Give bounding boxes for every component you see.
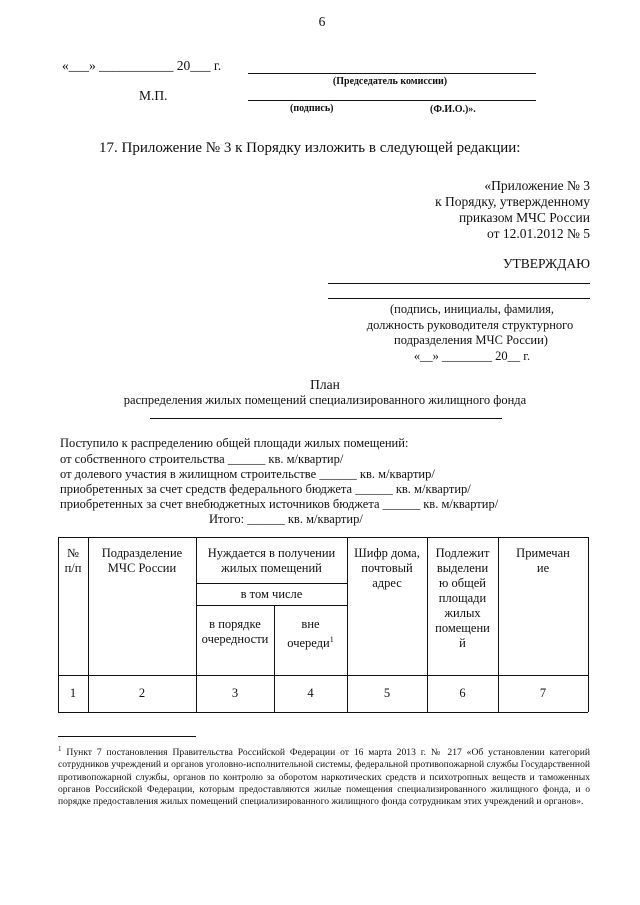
approve-date: «__» ________ 20__ г. xyxy=(413,349,531,363)
footnote xyxy=(58,743,590,808)
column-number-4: 4 xyxy=(307,686,314,700)
fio-caption: (Ф.И.О.)». xyxy=(430,104,476,115)
plan-subtitle: распределения жилых помещений специализированного жилищного фонда xyxy=(123,393,527,407)
approve-line-1 xyxy=(328,283,590,284)
column-number-2: 2 xyxy=(138,686,146,700)
table-line-header-bottom xyxy=(58,675,588,676)
received-line-5: приобретенных за счет внебюджетных источников бюджета ______ кв. м/квартир/ xyxy=(60,497,499,511)
signature-line xyxy=(248,100,536,101)
header-allocated-area: Подлежит выделени ю общей площади жилых помещени й xyxy=(435,546,490,650)
received-line-1: Поступило к распределению общей площади жилых помещений: xyxy=(60,436,409,450)
header-address: Шифр дома, почтовый адрес xyxy=(354,546,420,590)
header-in-queue: в порядке очередности xyxy=(201,617,269,646)
column-number-6: 6 xyxy=(459,686,466,700)
chairman-caption: (Председатель комиссии) xyxy=(332,76,448,87)
header-number: № п/п xyxy=(64,546,82,575)
approve-line-2 xyxy=(328,298,590,299)
plan-title: План xyxy=(310,377,340,392)
approve-title: УТВЕРЖДАЮ xyxy=(502,256,590,271)
received-line-2: от собственного строительства ______ кв. м/квартир/ xyxy=(60,452,344,466)
footnote-separator xyxy=(58,736,196,737)
appendix-line-4: от 12.01.2012 № 5 xyxy=(487,226,590,241)
page-number: 6 xyxy=(318,14,326,29)
signature-caption: (подпись) xyxy=(290,103,334,114)
header-division: Подразделение МЧС России xyxy=(101,546,183,575)
column-number-3: 3 xyxy=(231,686,239,700)
table-line-group xyxy=(196,583,347,584)
footnote-text: Пункт 7 постановления Правительства Российской Федерации от 16 марта 2013 г. № 217 «Об установлении категорий сотрудников учреждений и органов уголовно-исполнительной системы, федеральной противопожарной службы Государственной противопожарной службы, органов по контролю за оборотом наркотических средств и психотропных веществ и таможенных органов Российской Федерации, которым предоставляются жилые помещения специализированного жилищного фонда, и о порядке предоставления жилых помещений специализированного жилищного фонда сотрудникам этих учреждений и органов». xyxy=(58,747,590,807)
column-number-5: 5 xyxy=(383,686,391,700)
appendix-line-1: «Приложение № 3 xyxy=(484,178,590,193)
appendix-line-3: приказом МЧС России xyxy=(458,210,590,225)
received-line-3: от долевого участия в жилищном строительстве ______ кв. м/квартир/ xyxy=(60,467,435,481)
approve-caption-1: (подпись, инициалы, фамилия, xyxy=(389,302,555,316)
chairman-line xyxy=(248,73,536,74)
table-border-bottom xyxy=(58,712,588,713)
footnote-ref: 1 xyxy=(329,635,334,644)
column-number-7: 7 xyxy=(539,686,547,700)
header-including: в том числе xyxy=(240,587,303,601)
table-line-sub xyxy=(196,605,347,606)
column-number-1: 1 xyxy=(69,686,77,700)
item-17-heading: 17. Приложение № 3 к Порядку изложить в следующей редакции: xyxy=(99,140,521,156)
header-out-of-queue: вне очереди$^1$ xyxy=(287,617,334,651)
approve-caption-2: должность руководителя структурного xyxy=(366,318,574,332)
received-total: Итого: ______ кв. м/квартир/ xyxy=(209,512,363,526)
header-needs-housing: Нуждается в получении жилых помещений xyxy=(207,546,336,575)
table-border-right xyxy=(588,537,589,712)
plan-underline xyxy=(150,418,502,419)
table-border-top xyxy=(58,537,588,538)
mp-label: М.П. xyxy=(139,88,168,103)
date-line: «___» ___________ 20___ г. xyxy=(62,58,222,73)
appendix-line-2: к Порядку, утвержденному xyxy=(435,194,590,209)
header-note: Примечан ие xyxy=(516,546,570,575)
received-line-4: приобретенных за счет средств федерального бюджета ______ кв. м/квартир/ xyxy=(60,482,471,496)
approve-caption-3: подразделения МЧС России) xyxy=(394,333,548,347)
footnote-mark: 1 xyxy=(58,745,62,753)
